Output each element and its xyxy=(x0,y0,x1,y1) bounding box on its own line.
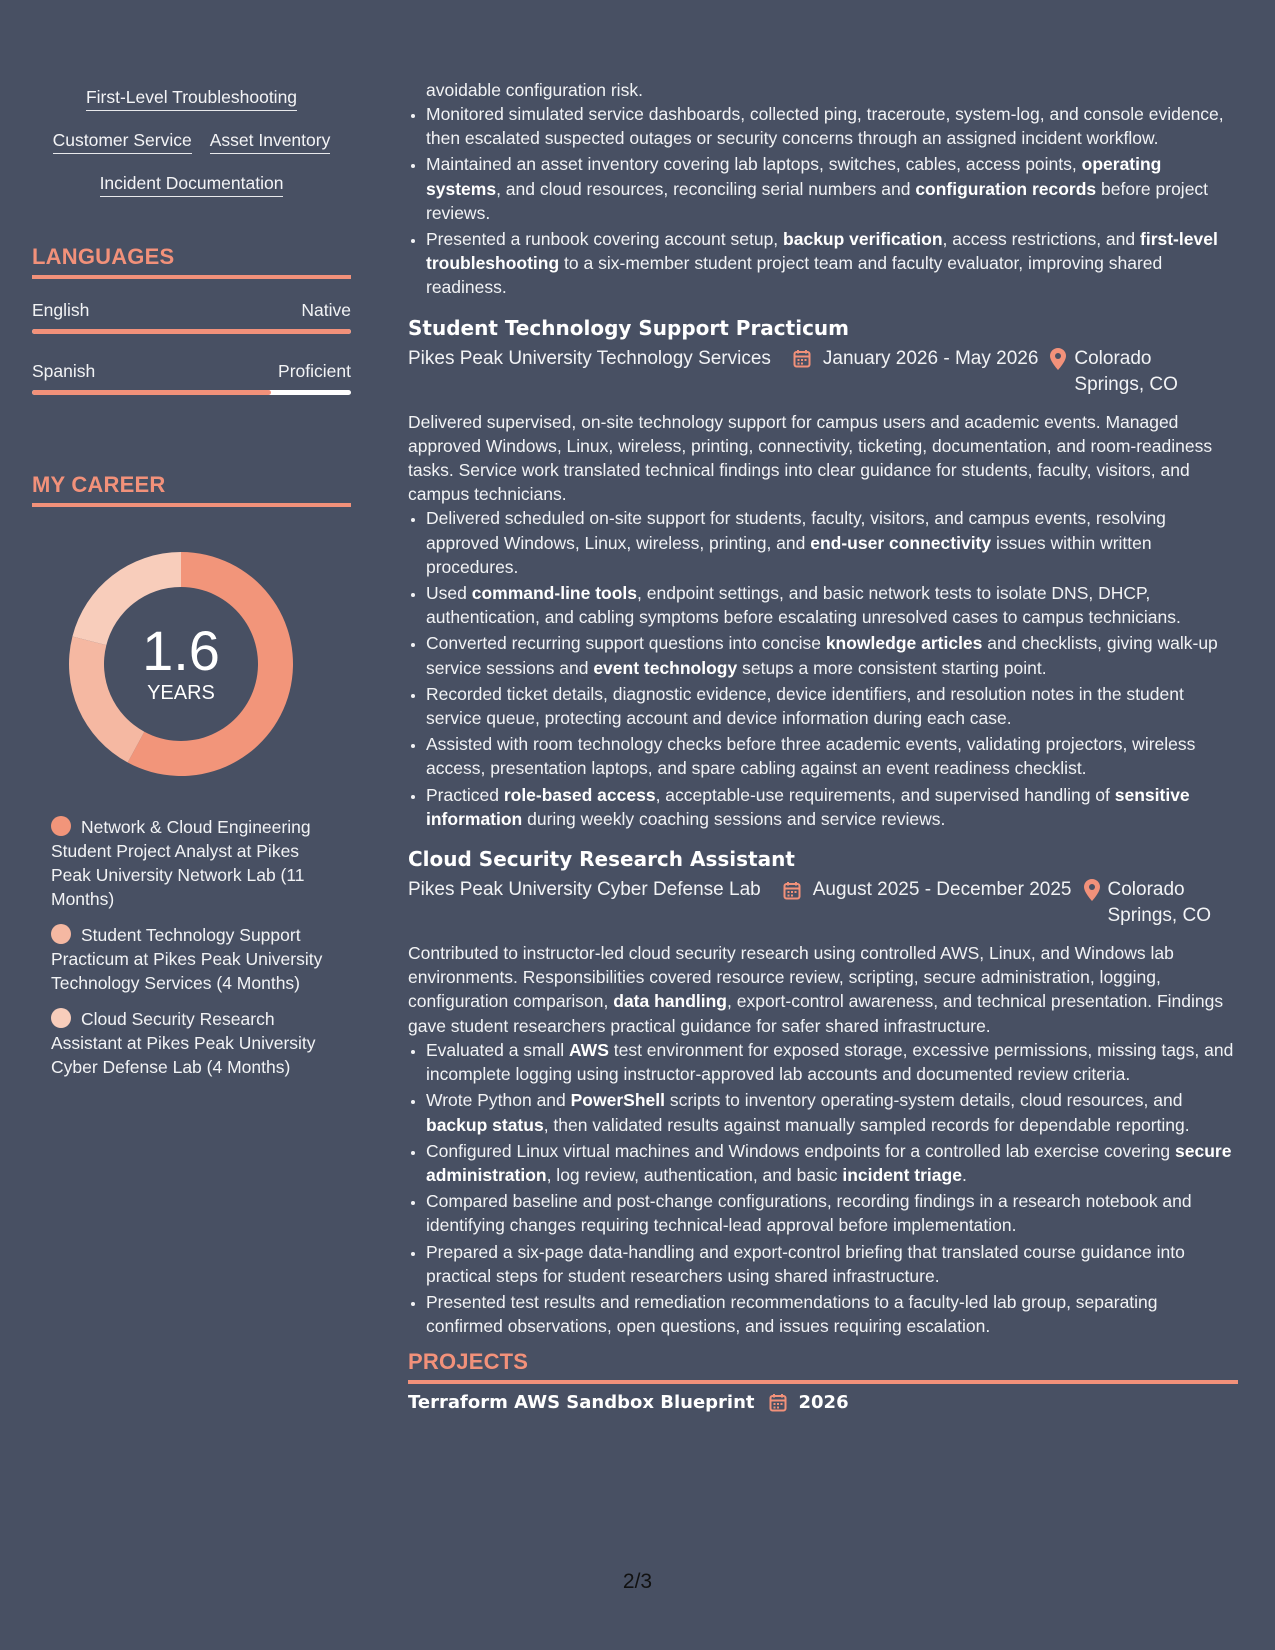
skill-tag: First-Level Troubleshooting xyxy=(86,86,297,111)
job-meta xyxy=(408,346,1238,398)
career-legend xyxy=(51,815,331,1079)
job-bullets xyxy=(408,506,1238,831)
bullet-item: • Configured Linux virtual machines and Windows endpoints for a controlled lab exercise covering secure administration, log review, authentication, and basic incident triage. xyxy=(426,1139,1238,1187)
calendar-icon xyxy=(769,1393,787,1412)
career-legend-item xyxy=(51,815,331,911)
skill-tag: Incident Documentation xyxy=(100,172,284,197)
languages-heading: LANGUAGES xyxy=(32,243,351,279)
bullet-item: • Used command-line tools, endpoint settings, and basic network tests to isolate DNS, DHCP, authentication, and cabling symptoms before escalating unresolved cases to campus technicians. xyxy=(426,581,1238,629)
language-proficiency-bar xyxy=(32,329,351,334)
skill-tags xyxy=(32,86,351,197)
calendar-icon xyxy=(793,349,811,368)
job-title: Cloud Security Research Assistant xyxy=(408,847,795,872)
language-level: Proficient xyxy=(278,361,351,381)
bullet-item: • Converted recurring support questions into concise knowledge articles and checklists, giving walk-up service sessions and event technology setups a more consistent starting point. xyxy=(426,631,1238,679)
language-level: Native xyxy=(301,300,351,320)
career-donut-chart xyxy=(66,549,296,779)
location-pin-icon xyxy=(1050,348,1066,370)
bullet-item: • Evaluated a small AWS test environment for exposed storage, excessive permissions, missing tags, and incomplete logging using instructor-approved lab accounts and documented review criteria. xyxy=(426,1038,1238,1086)
job-title: Student Technology Support Practicum xyxy=(408,315,850,340)
page-number: 2/3 xyxy=(622,1570,653,1593)
job-summary: Contributed to instructor-led cloud security research using controlled AWS, Linux, and Windows lab environments. Responsibilities covered resource review, scripting, secure administration, logging, configuration comparison, data handling, export-control awareness, and technical presentation. Findings gave student researchers practical guidance for safer shared infrastructure. xyxy=(408,943,1224,1036)
project-entry xyxy=(408,1392,1238,1413)
career-total-years: 1.6 xyxy=(142,619,220,682)
job-bullets xyxy=(408,1038,1238,1338)
job-company: Pikes Peak University Technology Services xyxy=(408,347,771,369)
job-dates: August 2025 - December 2025 xyxy=(812,879,1072,901)
career-legend-item xyxy=(51,923,331,995)
language-proficiency-fill xyxy=(32,329,351,334)
experience-entry xyxy=(408,845,1238,1338)
main-content xyxy=(408,78,1238,1413)
career-legend-label: Student Technology Support Practicum at Pikes Peak University Technology Services (4 Months) xyxy=(51,925,323,993)
career-legend-label: Network & Cloud Engineering Student Project Analyst at Pikes Peak University Network Lab (11 Months) xyxy=(51,817,311,909)
location-pin-icon xyxy=(1084,879,1100,901)
bullet-item: • Presented a runbook covering account setup, backup verification, access restrictions, and first-level troubleshooting to a six-member student project team and faculty evaluator, improving shared readiness. xyxy=(426,227,1238,300)
legend-dot-icon xyxy=(51,816,71,836)
language-proficiency-fill xyxy=(32,390,271,395)
bullet-item: • Practiced role-based access, acceptable-use requirements, and supervised handling of sensitive information during weekly coaching sessions and service reviews. xyxy=(426,783,1238,831)
career-legend-label: Cloud Security Research Assistant at Pikes Peak University Cyber Defense Lab (4 Months) xyxy=(51,1009,316,1077)
job-location: Colorado Springs, CO xyxy=(1074,347,1178,395)
language-name: English xyxy=(32,300,90,320)
sidebar xyxy=(32,0,351,1091)
legend-dot-icon xyxy=(51,1008,71,1028)
legend-dot-icon xyxy=(51,924,71,944)
project-year: 2026 xyxy=(798,1392,849,1414)
job-meta xyxy=(408,877,1238,929)
language-row xyxy=(32,299,351,334)
skill-tag: Asset Inventory xyxy=(210,129,331,154)
bullet-item: • Recorded ticket details, diagnostic evidence, device identifiers, and resolution notes in the student service queue, protecting account and device information during each case. xyxy=(426,682,1238,730)
language-row xyxy=(32,360,351,395)
project-title: Terraform AWS Sandbox Blueprint xyxy=(408,1392,755,1414)
career-heading: MY CAREER xyxy=(32,471,351,507)
continued-bullets xyxy=(408,102,1238,300)
bullet-item: • Compared baseline and post-change configurations, recording findings in a research notebook and identifying changes requiring technical-lead approval before implementation. xyxy=(426,1189,1238,1237)
career-legend-item xyxy=(51,1007,331,1079)
job-dates: January 2026 - May 2026 xyxy=(822,347,1039,369)
continued-text: avoidable configuration risk. xyxy=(426,80,643,100)
calendar-icon xyxy=(783,881,801,900)
language-proficiency-bar xyxy=(32,390,351,395)
bullet-item: • Monitored simulated service dashboards, collected ping, traceroute, system-log, and console evidence, then escalated suspected outages or security concerns through an assigned incident workflow. xyxy=(426,102,1238,150)
bullet-item: • Delivered scheduled on-site support for students, faculty, visitors, and campus events, resolving approved Windows, Linux, wireless, printing, and end-user connectivity issues within written procedures. xyxy=(426,506,1238,579)
job-company: Pikes Peak University Cyber Defense Lab xyxy=(408,879,761,901)
language-name: Spanish xyxy=(32,361,96,381)
bullet-item: • Presented test results and remediation recommendations to a faculty-led lab group, separating confirmed observations, open questions, and issues requiring escalation. xyxy=(426,1290,1238,1338)
job-location: Colorado Springs, CO xyxy=(1107,879,1211,927)
job-summary: Delivered supervised, on-site technology support for campus users and academic events. Managed approved Windows, Linux, wireless, printing, connectivity, ticketing, documentation, and room-readiness tasks. Service work translated technical findings into clear guidance for students, faculty, visitors, and campus technicians. xyxy=(408,411,1213,505)
bullet-item: • Prepared a six-page data-handling and export-control briefing that translated course guidance into practical steps for student researchers using shared infrastructure. xyxy=(426,1240,1238,1288)
skill-tag: Customer Service xyxy=(53,129,192,154)
career-total-unit: YEARS xyxy=(147,682,215,704)
experience-entry xyxy=(408,314,1238,831)
projects-heading: PROJECTS xyxy=(408,1348,1238,1384)
bullet-item: • Maintained an asset inventory covering lab laptops, switches, cables, access points, operating systems, and cloud resources, reconciling serial numbers and configuration records before project reviews. xyxy=(426,152,1238,225)
bullet-item: • Wrote Python and PowerShell scripts to inventory operating-system details, cloud resources, and backup status, then validated results against manually sampled records for dependable reporting. xyxy=(426,1088,1238,1136)
bullet-item: • Assisted with room technology checks before three academic events, validating projectors, wireless access, presentation laptops, and spare cabling against an event readiness checklist. xyxy=(426,732,1238,780)
